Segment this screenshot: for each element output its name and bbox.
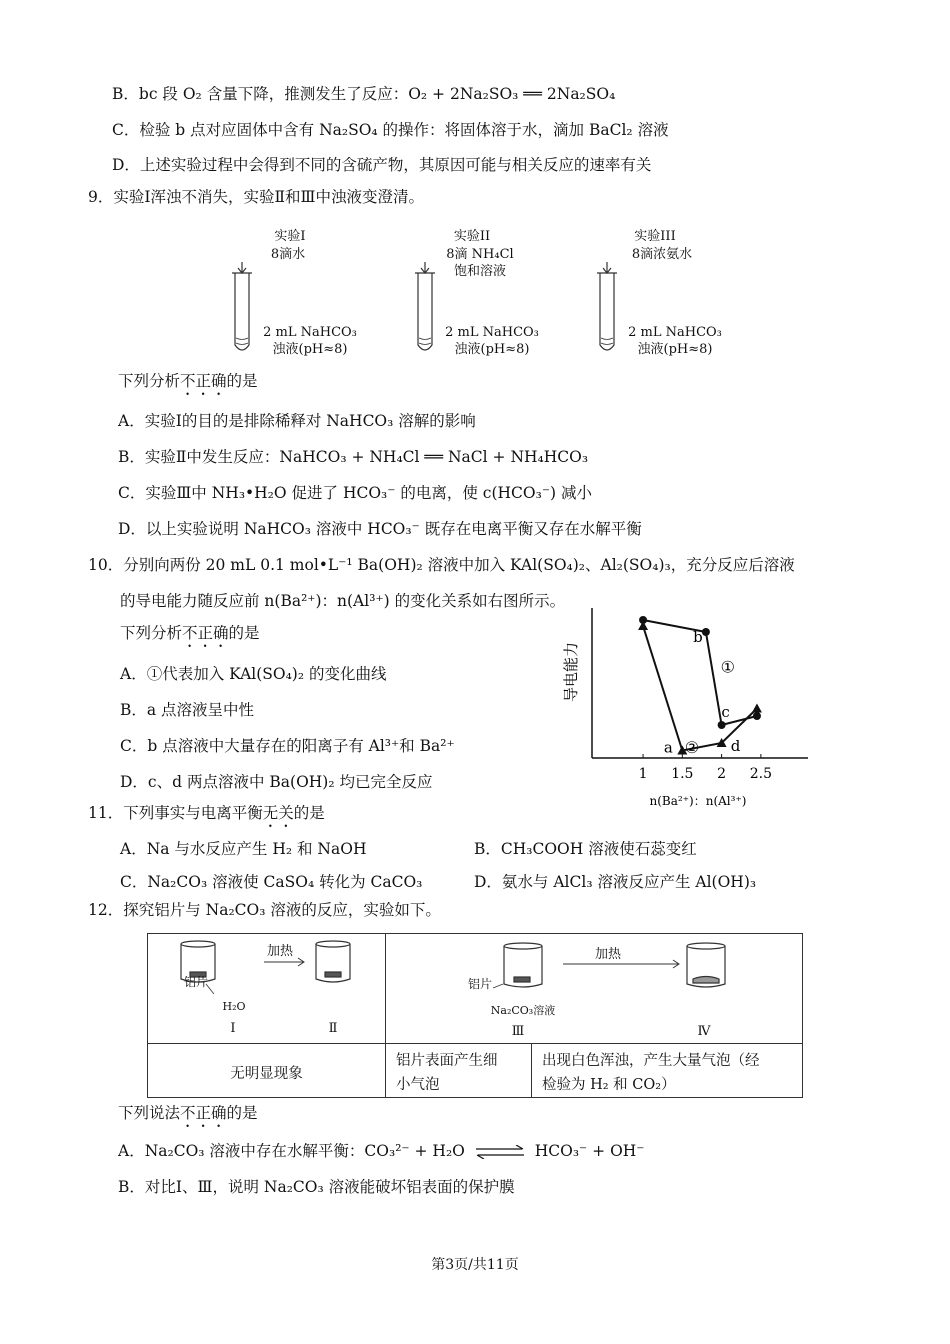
label-IV: Ⅳ <box>697 1024 711 1039</box>
q9-test-tubes <box>0 0 950 370</box>
series-label-1: ① <box>720 657 735 677</box>
exp3-title: 实验III <box>634 229 676 244</box>
data-point <box>718 721 726 729</box>
x-tick-label: 2 <box>717 766 727 782</box>
exp1-title: 实验I <box>274 229 306 244</box>
q11-option-a: A．Na 与水反应产生 H₂ 和 NaOH <box>120 840 367 858</box>
q9-stem: 9．实验Ⅰ浑浊不消失，实验Ⅱ和Ⅲ中浊液变澄清。 <box>88 188 424 206</box>
observation-2-line1: 铝片表面产生细 <box>396 1053 498 1069</box>
observation-3-line1: 出现白色浑浊，产生大量气泡（经 <box>542 1053 760 1069</box>
point-label-d: d <box>730 737 741 755</box>
page-footer: 第3页/共11页 <box>431 1257 519 1273</box>
q11-stem: 11．下列事实与电离平衡无关的是 <box>88 804 325 822</box>
q8-option-b: B．bc 段 O₂ 含量下降，推测发生了反应：O₂ + 2Na₂SO₃ ══ 2Na₂SO₄ <box>112 85 616 103</box>
point-label-c: c <box>721 703 730 721</box>
q12-stem: 12．探究铝片与 Na₂CO₃ 溶液的反应，实验如下。 <box>88 901 441 919</box>
q12-experiment-table <box>147 933 803 1098</box>
q12-option-b: B．对比Ⅰ、Ⅲ，说明 Na₂CO₃ 溶液能破坏铝表面的保护膜 <box>118 1178 515 1196</box>
label-II: Ⅱ <box>328 1021 338 1036</box>
q11-option-d: D．氨水与 AlCl₃ 溶液反应产生 Al(OH)₃ <box>474 873 757 891</box>
observation-3-line2: 检验为 H₂ 和 CO₂） <box>542 1077 676 1093</box>
right-heat-label: 加热 <box>594 947 621 962</box>
q9-option-b: B．实验Ⅱ中发生反应：NaHCO₃ + NH₄Cl ══ NaCl + NH₄HCO₃ <box>118 448 589 466</box>
exp3-solution: 2 mL NaHCO₃ <box>628 325 722 340</box>
exp3-solution-ph: 浊液(pH≈8) <box>637 342 713 357</box>
x-tick-label: 2.5 <box>749 766 773 782</box>
test-tube-3 <box>597 262 617 350</box>
data-point <box>702 628 710 636</box>
q10-stem-line1: 10．分别向两份 20 mL 0.1 mol•L⁻¹ Ba(OH)₂ 溶液中加入 KAl(SO₄)₂、Al₂(SO₄)₃，充分反应后溶液 <box>88 556 795 574</box>
label-III: Ⅲ <box>511 1024 525 1039</box>
test-tube-1 <box>232 262 252 350</box>
right-plate-label: 铝片 <box>467 977 492 991</box>
q10-option-a: A．①代表加入 KAl(SO₄)₂ 的变化曲线 <box>120 665 387 683</box>
exp1-reagent: 8滴水 <box>270 247 306 262</box>
exp2-solution: 2 mL NaHCO₃ <box>445 325 539 340</box>
label-I: Ⅰ <box>230 1021 236 1036</box>
chart-point-labels <box>664 628 741 757</box>
q9-option-c: C．实验Ⅲ中 NH₃•H₂O 促进了 HCO₃⁻ 的电离，使 c(HCO₃⁻) 减小 <box>118 484 592 502</box>
q10-option-c: C．b 点溶液中大量存在的阳离子有 Al³⁺和 Ba²⁺ <box>120 737 455 755</box>
beaker-4 <box>687 943 725 987</box>
exp1-solution-ph: 浊液(pH≈8) <box>272 342 348 357</box>
test-tube-2 <box>415 262 435 350</box>
equilibrium-arrow-icon <box>474 1145 526 1159</box>
right-liquid-label: Na₂CO₃溶液 <box>490 1004 556 1017</box>
chart-y-axis-label: 导电能力 <box>562 641 580 703</box>
beaker-3 <box>504 943 542 987</box>
q10-option-d: D．c、d 两点溶液中 Ba(OH)₂ 均已完全反应 <box>120 773 433 791</box>
q10-ask: 下列分析不正确的是 <box>120 624 260 642</box>
q8-option-d: D．上述实验过程中会得到不同的含硫产物，其原因可能与相关反应的速率有关 <box>112 156 652 174</box>
left-liquid-label: H₂O <box>222 1000 246 1013</box>
q10-stem-line2: 的导电能力随反应前 n(Ba²⁺)：n(Al³⁺) 的变化关系如右图所示。 <box>120 592 566 610</box>
observation-1: 无明显现象 <box>230 1066 303 1082</box>
left-plate-label: 铝片 <box>183 975 208 989</box>
q10-option-b: B．a 点溶液呈中性 <box>120 701 255 719</box>
beaker-2 <box>316 941 350 982</box>
exp2-reagent: 8滴 NH₄Cl <box>446 247 514 262</box>
observation-2-line2: 小气泡 <box>396 1077 440 1093</box>
q9-option-d: D．以上实验说明 NaHCO₃ 溶液中 HCO₃⁻ 既存在电离平衡又存在水解平衡 <box>118 520 642 538</box>
q9-option-a: A．实验Ⅰ的目的是排除稀释对 NaHCO₃ 溶解的影响 <box>118 412 476 430</box>
left-heat-label: 加热 <box>266 944 293 959</box>
exp2-solution-ph: 浊液(pH≈8) <box>454 342 530 357</box>
q9-ask: 下列分析不正确的是 <box>118 372 258 390</box>
exp1-solution: 2 mL NaHCO₃ <box>263 325 357 340</box>
data-point <box>753 712 761 720</box>
point-label-a: a <box>663 738 673 757</box>
exp2-reagent-2: 饱和溶液 <box>453 264 506 279</box>
series-label-2: ② <box>684 737 700 757</box>
q8-option-c: C．检验 b 点对应固体中含有 Na₂SO₄ 的操作：将固体溶于水，滴加 BaCl₂ 溶液 <box>112 121 669 139</box>
x-tick-label: 1.5 <box>671 766 694 782</box>
x-tick-label: 1 <box>638 766 648 782</box>
data-point <box>752 704 762 713</box>
chart-x-axis-label: n(Ba²⁺)：n(Al³⁺) <box>649 794 747 808</box>
q11-option-b: B．CH₃COOH 溶液使石蕊变红 <box>474 840 697 858</box>
q12-ask: 下列说法不正确的是 <box>118 1104 258 1122</box>
q11-option-c: C．Na₂CO₃ 溶液使 CaSO₄ 转化为 CaCO₃ <box>120 873 423 891</box>
exp2-title: 实验II <box>453 229 491 244</box>
data-point <box>638 621 648 630</box>
q12-option-a: A．Na₂CO₃ 溶液中存在水解平衡：CO₃²⁻ + H₂O HCO₃⁻ + OH⁻ <box>118 1142 645 1160</box>
conductivity-chart <box>560 600 820 815</box>
exp3-reagent: 8滴浓氨水 <box>631 247 693 262</box>
point-label-b: b <box>693 628 703 646</box>
